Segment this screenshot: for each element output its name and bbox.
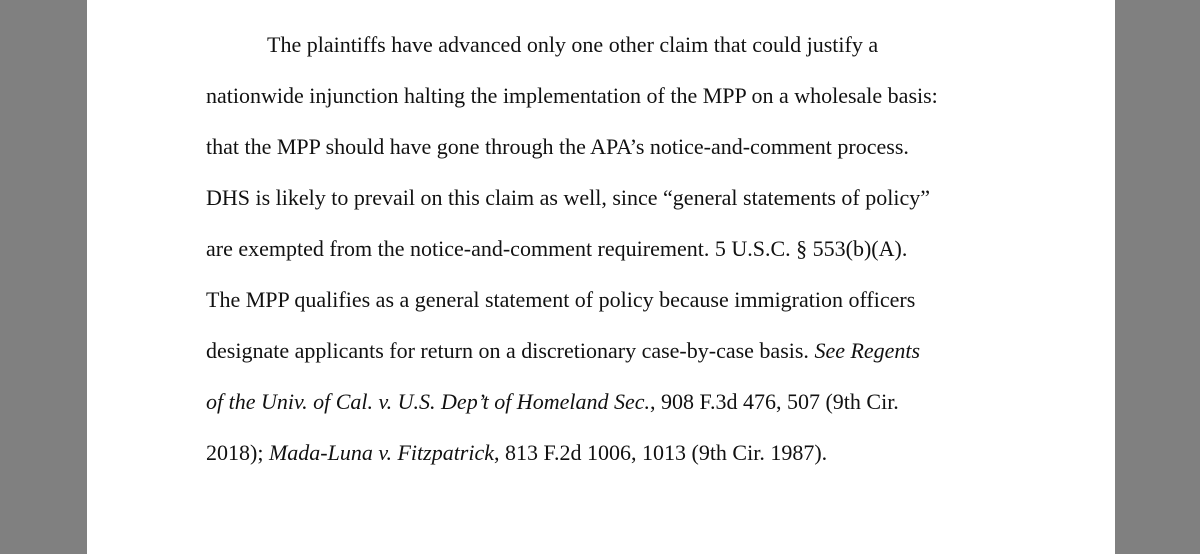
line-text: The plaintiffs have advanced only one other claim that could justify a [267, 32, 879, 57]
case-name: of the Univ. of Cal. v. U.S. Dep’t of Homeland Sec. [206, 389, 650, 414]
line-text: are exempted from the notice-and-comment requirement. 5 U.S.C. § 553(b)(A). [206, 236, 908, 261]
line-text: , 813 F.2d 1006, 1013 (9th Cir. 1987). [494, 440, 828, 465]
line-text: , 908 F.3d 476, 507 (9th Cir. [650, 389, 899, 414]
citation-signal: See Regents [814, 338, 921, 363]
text-line [267, 34, 878, 56]
legal-paragraph [87, 0, 1115, 554]
text-line [206, 187, 930, 209]
text-line [206, 85, 938, 107]
line-text: nationwide injunction halting the implementation of the MPP on a wholesale basis: [206, 83, 938, 108]
line-text: DHS is likely to prevail on this claim as well, since “general statements of policy” [206, 185, 930, 210]
line-text: designate applicants for return on a discretionary case-by-case basis. [206, 338, 815, 363]
text-line [206, 340, 920, 362]
case-name: Mada-Luna v. Fitzpatrick [268, 440, 495, 465]
text-line [206, 442, 827, 464]
text-line [206, 391, 899, 413]
document-page [87, 0, 1115, 554]
text-line [206, 136, 909, 158]
line-text: 2018); [206, 440, 269, 465]
text-line [206, 238, 907, 260]
text-line [206, 289, 915, 311]
line-text: that the MPP should have gone through the APA’s notice-and-comment process. [206, 134, 909, 159]
line-text: The MPP qualifies as a general statement of policy because immigration officers [206, 287, 916, 312]
